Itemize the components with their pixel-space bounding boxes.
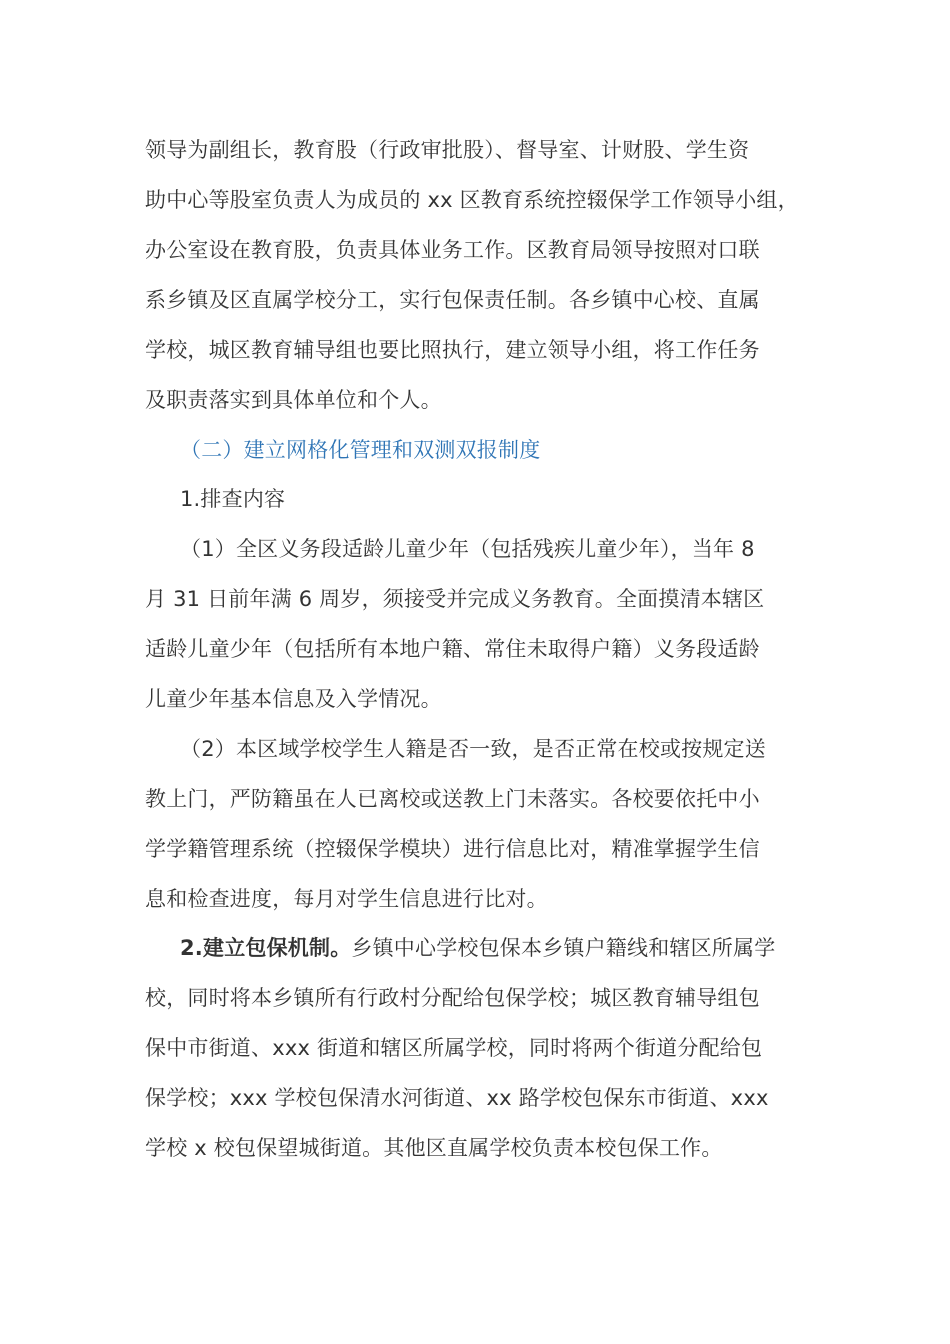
paragraph-1-line-1: 领导为副组长，教育股（行政审批股）、督导室、计财股、学生资 — [145, 138, 750, 162]
paragraph-1-line-6: 及职责落实到具体单位和个人。 — [145, 388, 442, 412]
paragraph-3-line-2: 教上门，严防籍虽在人已离校或送教上门未落实。各校要依托中小 — [145, 787, 760, 811]
paragraph-1-line-2: 助中心等股室负责人为成员的 xx 区教育系统控辍保学工作领导小组， — [145, 188, 799, 212]
paragraph-1-line-4: 系乡镇及区直属学校分工，实行包保责任制。各乡镇中心校、直属 — [145, 288, 760, 312]
paragraph-2-line-4: 儿童少年基本信息及入学情况。 — [145, 687, 442, 711]
paragraph-1-line-5: 学校，城区教育辅导组也要比照执行，建立领导小组，将工作任务 — [145, 338, 760, 362]
paragraph-2-line-3: 适龄儿童少年（包括所有本地户籍、常住未取得户籍）义务段适龄 — [145, 637, 760, 661]
sub-heading: 1.排查内容 — [180, 487, 286, 511]
paragraph-4-line-5: 学校 x 校包保望城街道。其他区直属学校负责本校包保工作。 — [145, 1136, 723, 1160]
paragraph-3-line-4: 息和检查进度，每月对学生信息进行比对。 — [145, 887, 548, 911]
paragraph-2-line-2: 月 31 日前年满 6 周岁，须接受并完成义务教育。全面摸清本辖区 — [145, 587, 765, 611]
paragraph-3-line-1: （2）本区域学校学生人籍是否一致，是否正常在校或按规定送 — [180, 737, 766, 761]
paragraph-4-line-3: 保中市街道、xxx 街道和辖区所属学校，同时将两个街道分配给包 — [145, 1036, 763, 1060]
paragraph-4-line-2: 校，同时将本乡镇所有行政村分配给包保学校；城区教育辅导组包 — [145, 986, 760, 1010]
paragraph-4-line-1 — [180, 933, 775, 963]
section-heading: （二）建立网格化管理和双测双报制度 — [180, 438, 541, 462]
paragraph-4-line-4: 保学校；xxx 学校包保清水河街道、xx 路学校包保东市街道、xxx — [145, 1086, 769, 1110]
paragraph-1-line-3: 办公室设在教育股，负责具体业务工作。区教育局领导按照对口联 — [145, 238, 760, 262]
paragraph-3-line-3: 学学籍管理系统（控辍保学模块）进行信息比对，精准掌握学生信 — [145, 837, 760, 861]
paragraph-4-lead: 2.建立包保机制。 — [180, 936, 352, 960]
paragraph-2-line-1: （1）全区义务段适龄儿童少年（包括残疾儿童少年），当年 8 — [180, 537, 755, 561]
paragraph-4-line-1-text: 乡镇中心学校包保本乡镇户籍线和辖区所属学 — [351, 936, 776, 960]
